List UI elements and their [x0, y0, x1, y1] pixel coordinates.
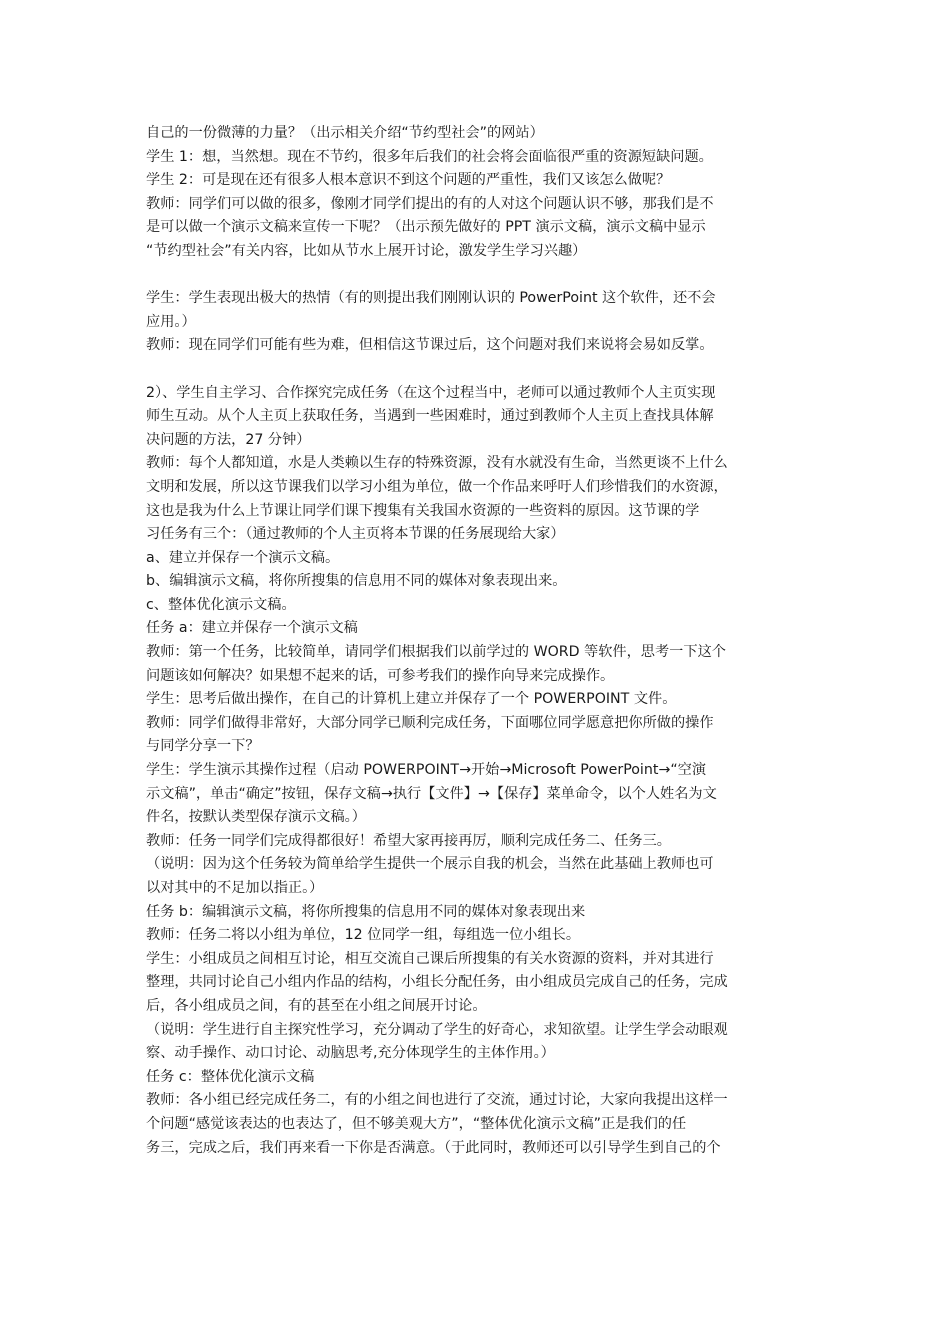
paragraph: 2）、学生自主学习、合作探究完成任务（在这个过程当中，老师可以通过教师个人主页实现 师生互动。从个人主页上获取任务，当遇到一些困难时，通过到教师个人主页上查找具体解 决问题的方法，27 分钟） — [146, 384, 716, 448]
paragraph: 教师：第一个任务，比较简单，请同学们根据我们以前学过的 WORD 等软件，思考一下这个 问题该如何解决？如果想不起来的话，可参考我们的操作向导来完成操作。 — [146, 644, 726, 684]
list-item: c、整体优化演示文稿。 — [146, 596, 296, 613]
document-body — [146, 122, 810, 1160]
paragraph: 教师：任务二将以小组为单位，12 位同学一组，每组选一位小组长。 — [146, 927, 581, 944]
paragraph: 教师：同学们可以做的很多，像刚才同学们提出的有的人对这个问题认识不够，那我们是不 是可以做一个演示文稿来宣传一下呢？（出示预先做好的 PPT 演示文稿，演示文稿中显示 “节约型社会”有关内容，比如从节水上展开讨论，激发学生学习兴趣） — [146, 195, 714, 259]
list-item: a、建立并保存一个演示文稿。 — [146, 549, 340, 566]
paragraph: 教师：每个人都知道，水是人类赖以生存的特殊资源，没有水就没有生命，当然更谈不上什么 文明和发展，所以这节课我们以学习小组为单位，做一个作品来呼吁人们珍惜我们的水资源， 这也是我为什么上节课让同学们课下搜集有关我国水资源的一些资料的原因。这节课的学 习任务有三个：（通过教师的个人主页将本节课的任务展现给大家） — [146, 455, 728, 543]
paragraph: 学生 1：想，当然想。现在不节约，很多年后我们的社会将会面临很严重的资源短缺问题。 — [146, 148, 713, 165]
note-paragraph: （说明：学生进行自主探究性学习，充分调动了学生的好奇心，求知欲望。让学生学会动眼观 察、动手操作、动口讨论、动脑思考,充分体现学生的主体作用。） — [146, 1021, 728, 1062]
paragraph: 学生：小组成员之间相互讨论，相互交流自己课后所搜集的有关水资源的资料，并对其进行 整理，共同讨论自己小组内作品的结构，小组长分配任务，由小组成员完成自己的任务，完成 后，各小组成员之间，有的甚至在小组之间展开讨论。 — [146, 950, 728, 1014]
paragraph: 教师：各小组已经完成任务二，有的小组之间也进行了交流，通过讨论，大家向我提出这样一 个问题“感觉该表达的也表达了，但不够美观大方”，“整体优化演示文稿”正是我们的任 务三，完成之后，我们再来看一下你是否满意。（于此同时，教师还可以引导学生到自己的个 — [146, 1092, 728, 1156]
task-heading: 任务 c：整体优化演示文稿 — [146, 1068, 315, 1085]
paragraph: 学生：学生表现出极大的热情（有的则提出我们刚刚认识的 PowerPoint 这个软件，还不会 应用。） — [146, 290, 716, 330]
paragraph: 学生：学生演示其操作过程（启动 POWERPOINT→开始→Microsoft PowerPoint→“空演 示文稿”，单击“确定”按钮，保存文稿→执行【文件】→【保存】菜单命令，以个人姓名为文 件名，按默认类型保存演示文稿。） — [146, 762, 717, 826]
paragraph: 教师：现在同学们可能有些为难，但相信这节课过后，这个问题对我们来说将会易如反掌。 — [146, 337, 714, 354]
paragraph: 教师：任务一同学们完成得都很好！希望大家再接再厉，顺利完成任务二、任务三。 — [146, 832, 671, 849]
blank-line — [146, 264, 810, 288]
paragraph: 学生：思考后做出操作，在自己的计算机上建立并保存了一个 POWERPOINT 文件。 — [146, 691, 677, 708]
task-heading: 任务 b：编辑演示文稿，将你所搜集的信息用不同的媒体对象表现出来 — [146, 903, 586, 920]
paragraph: 学生 2：可是现在还有很多人根本意识不到这个问题的严重性，我们又该怎么做呢？ — [146, 172, 671, 189]
task-heading: 任务 a：建立并保存一个演示文稿 — [146, 620, 358, 637]
paragraph: 教师：同学们做得非常好，大部分同学已顺利完成任务，下面哪位同学愿意把你所做的操作 与同学分享一下？ — [146, 714, 714, 755]
list-item: b、编辑演示文稿，将你所搜集的信息用不同的媒体对象表现出来。 — [146, 573, 567, 590]
blank-line — [146, 358, 810, 382]
note-paragraph: （说明：因为这个任务较为简单给学生提供一个展示自我的机会，当然在此基础上教师也可 以对其中的不足加以指正。） — [146, 856, 714, 896]
paragraph: 自己的一份微薄的力量？（出示相关介绍“节约型社会”的网站） — [146, 125, 544, 141]
